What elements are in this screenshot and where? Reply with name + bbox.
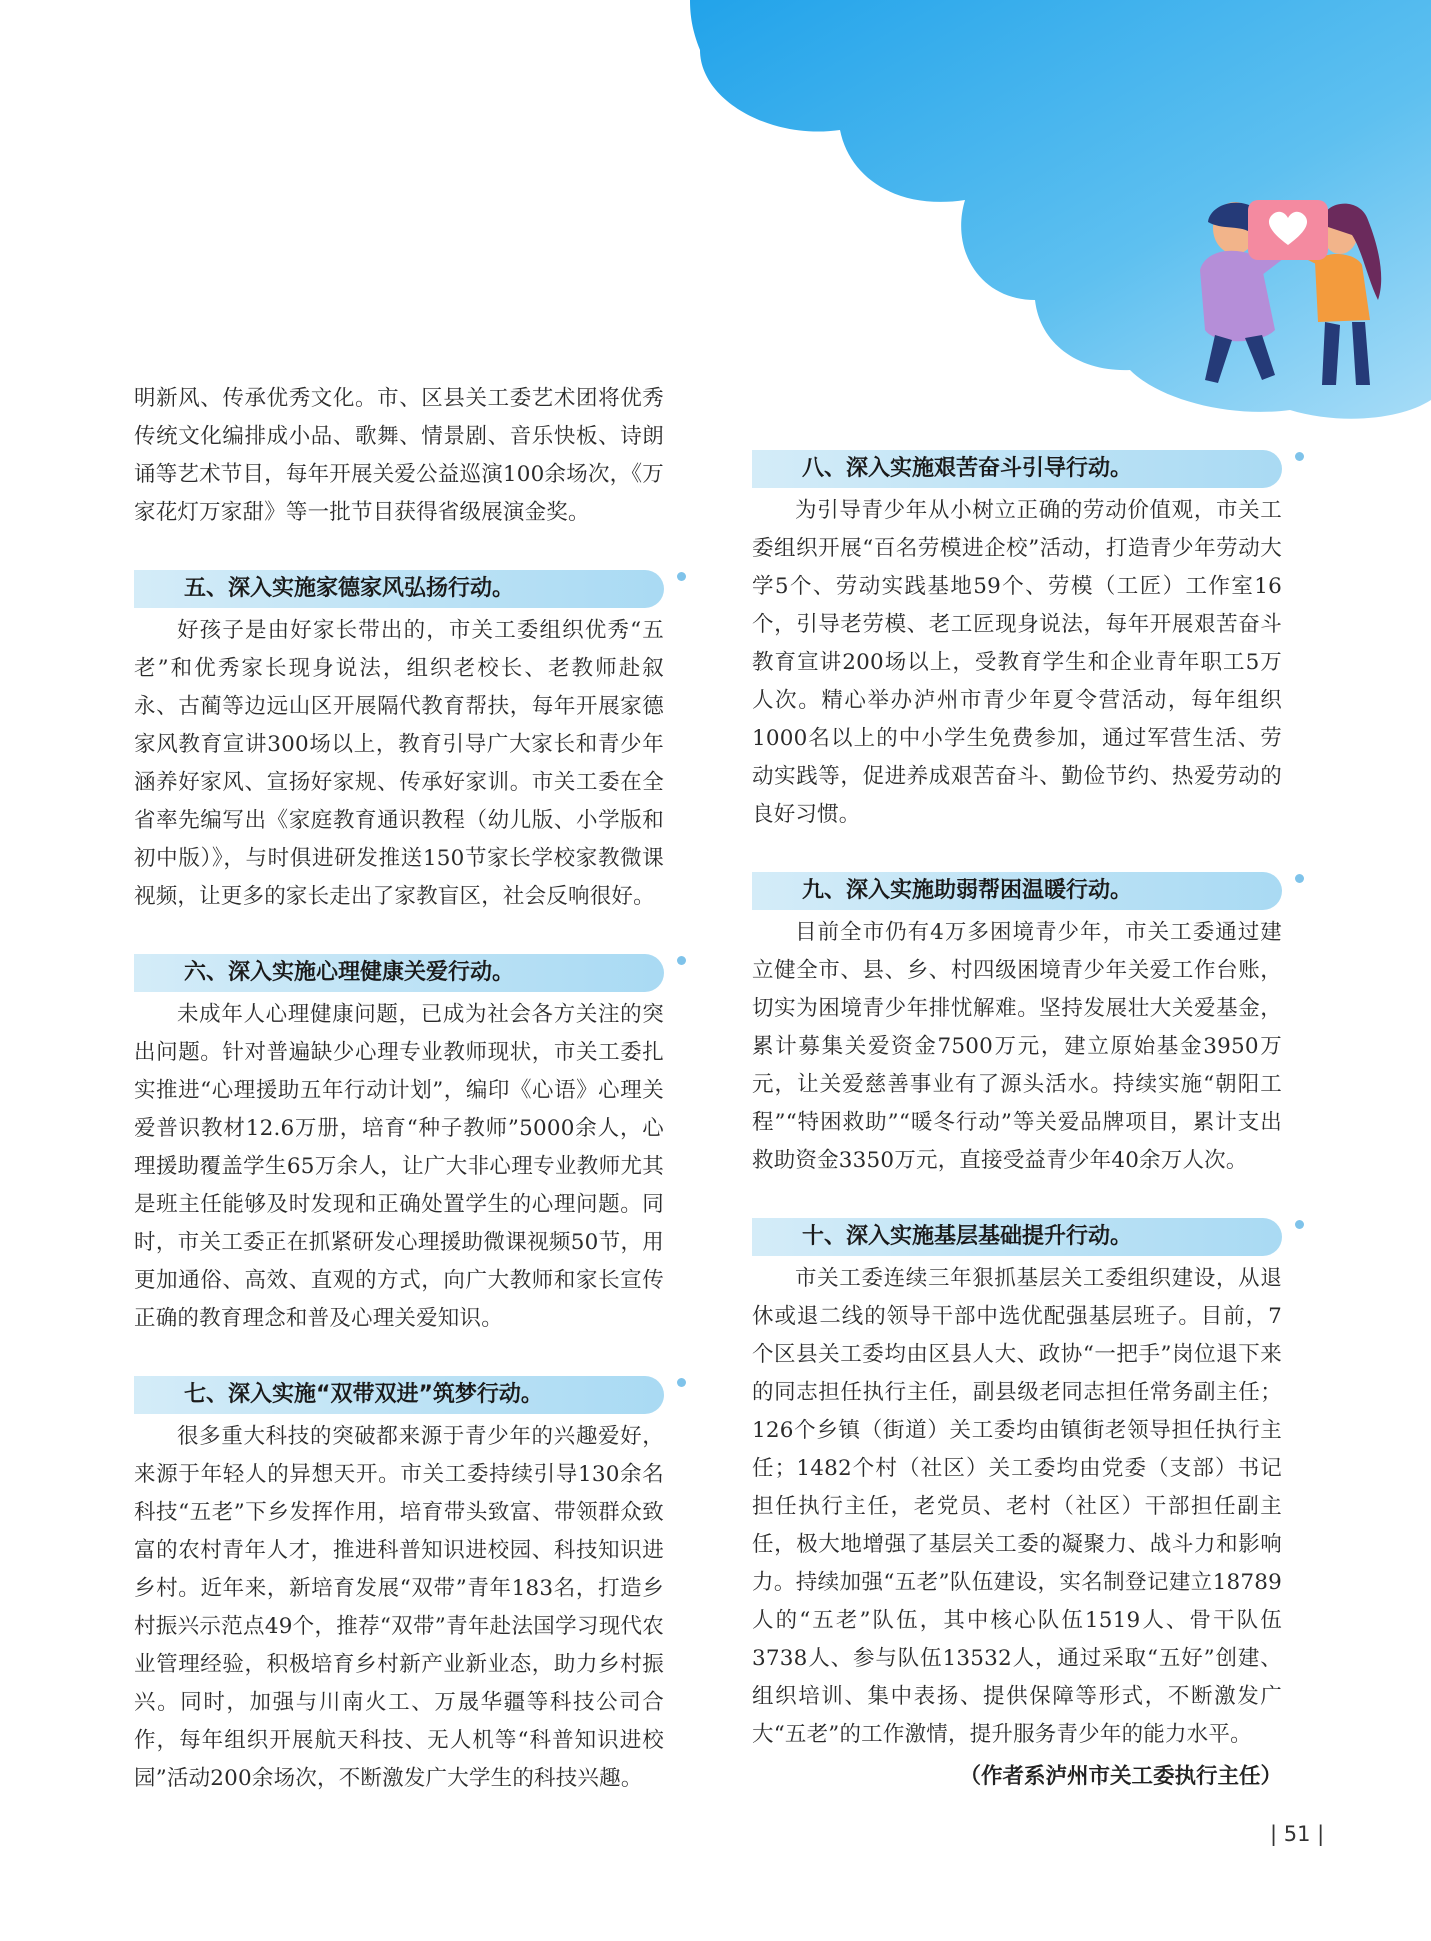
section-body-10: 市关工委连续三年狠抓基层关工委组织建设，从退休或退二线的领导干部中选优配强基层班子。目前，7个区县关工委均由区县人大、政协“一把手”岗位退下来的同志担任执行主任，副县级老同志担任常务副主任；126个乡镇（街道）关工委均由镇街老领导担任执行主任；1482个村（社区）关工委均由党委（支部）书记担任执行主任，老党员、老村（社区）干部担任副主任，极大地增强了基层关工委的凝聚力、战斗力和影响力。持续加强“五老”队伍建设，实名制登记建立18789人的“五老”队伍，其中核心队伍1519人、骨干队伍3738人、参与队伍13532人，通过采取“五好”创建、组织培训、集中表扬、提供保障等形式，不断激发广大“五老”的工作激情，提升服务青少年的能力水平。 xyxy=(752,1266,1282,1747)
accent-dot-icon xyxy=(1295,874,1304,883)
section-heading-text: 十、深入实施基层基础提升行动。 xyxy=(802,1224,1133,1249)
left-column xyxy=(134,380,664,1798)
heart-icon xyxy=(1248,200,1328,260)
accent-dot-icon xyxy=(677,572,686,581)
accent-dot-icon xyxy=(1295,452,1304,461)
section-heading-text: 五、深入实施家德家风弘扬行动。 xyxy=(184,576,515,601)
section-heading-text: 九、深入实施助弱帮困温暖行动。 xyxy=(802,878,1133,903)
section-body-6: 未成年人心理健康问题，已成为社会各方关注的突出问题。针对普遍缺少心理专业教师现状，市关工委扎实推进“心理援助五年行动计划”，编印《心语》心理关爱普识教材12.6万册，培育“种子教师”5000余人，心理援助覆盖学生65万余人，让广大非心理专业教师尤其是班主任能够及时发现和正确处置学生的心理问题。同时，市关工委正在抓紧研发心理援助微课视频50节，用更加通俗、高效、直观的方式，向广大教师和家长宣传正确的教育理念和普及心理关爱知识。 xyxy=(134,1002,664,1331)
right-column xyxy=(752,450,1282,1796)
accent-dot-icon xyxy=(677,1378,686,1387)
section-heading-9 xyxy=(752,872,1282,910)
header-decoration xyxy=(0,0,1431,420)
section-heading-10 xyxy=(752,1218,1282,1256)
section-body-8: 为引导青少年从小树立正确的劳动价值观，市关工委组织开展“百名劳模进企校”活动，打造青少年劳动大学5个、劳动实践基地59个、劳模（工匠）工作室16个，引导老劳模、老工匠现身说法，每年开展艰苦奋斗教育宣讲200场以上，受教育学生和企业青年职工5万人次。精心举办泸州市青少年夏令营活动，每年组织1000名以上的中小学生免费参加，通过军营生活、劳动实践等，促进养成艰苦奋斗、勤俭节约、热爱劳动的良好习惯。 xyxy=(752,498,1282,827)
section-heading-8 xyxy=(752,450,1282,488)
section-heading-text: 六、深入实施心理健康关爱行动。 xyxy=(184,960,515,985)
section-body-9: 目前全市仍有4万多困境青少年，市关工委通过建立健全市、县、乡、村四级困境青少年关爱工作台账，切实为困境青少年排忧解难。坚持发展壮大关爱基金，累计募集关爱资金7500万元，建立原始基金3950万元，让关爱慈善事业有了源头活水。持续实施“朝阳工程”“特困救助”“暖冬行动”等关爱品牌项目，累计支出救助资金3350万元，直接受益青少年40余万人次。 xyxy=(752,920,1282,1173)
section-heading-text: 七、深入实施“双带双进”筑梦行动。 xyxy=(184,1382,543,1407)
intro-paragraph: 明新风、传承优秀文化。市、区县关工委艺术团将优秀传统文化编排成小品、歌舞、情景剧、音乐快板、诗朗诵等艺术节目，每年开展关爱公益巡演100余场次，《万家花灯万家甜》等一批节目获得省级展演金奖。 xyxy=(134,386,664,525)
section-body-7: 很多重大科技的突破都来源于青少年的兴趣爱好，来源于年轻人的异想天开。市关工委持续引导130余名科技“五老”下乡发挥作用，培育带头致富、带领群众致富的农村青年人才，推进科普知识进校园、科技知识进乡村。近年来，新培育发展“双带”青年183名，打造乡村振兴示范点49个，推荐“双带”青年赴法国学习现代农业管理经验，积极培育乡村新产业新业态，助力乡村振兴。同时，加强与川南火工、万晟华疆等科技公司合作，每年组织开展航天科技、无人机等“科普知识进校园”活动200余场次，不断激发广大学生的科技兴趣。 xyxy=(134,1424,664,1791)
page-number: | 51 | xyxy=(1270,1822,1325,1846)
section-heading-6 xyxy=(134,954,664,992)
section-heading-7 xyxy=(134,1376,664,1414)
section-body-5: 好孩子是由好家长带出的，市关工委组织优秀“五老”和优秀家长现身说法，组织老校长、老教师赴叙永、古蔺等边远山区开展隔代教育帮扶，每年开展家德家风教育宣讲300场以上，教育引导广大家长和青少年涵养好家风、宣扬好家规、传承好家训。市关工委在全省率先编写出《家庭教育通识教程（幼儿版、小学版和初中版）》，与时俱进研发推送150节家长学校家教微课视频，让更多的家长走出了家教盲区，社会反响很好。 xyxy=(134,618,664,909)
author-byline: （作者系泸州市关工委执行主任） xyxy=(959,1764,1282,1789)
section-heading-5 xyxy=(134,570,664,608)
section-heading-text: 八、深入实施艰苦奋斗引导行动。 xyxy=(802,456,1133,481)
accent-dot-icon xyxy=(677,956,686,965)
accent-dot-icon xyxy=(1295,1220,1304,1229)
